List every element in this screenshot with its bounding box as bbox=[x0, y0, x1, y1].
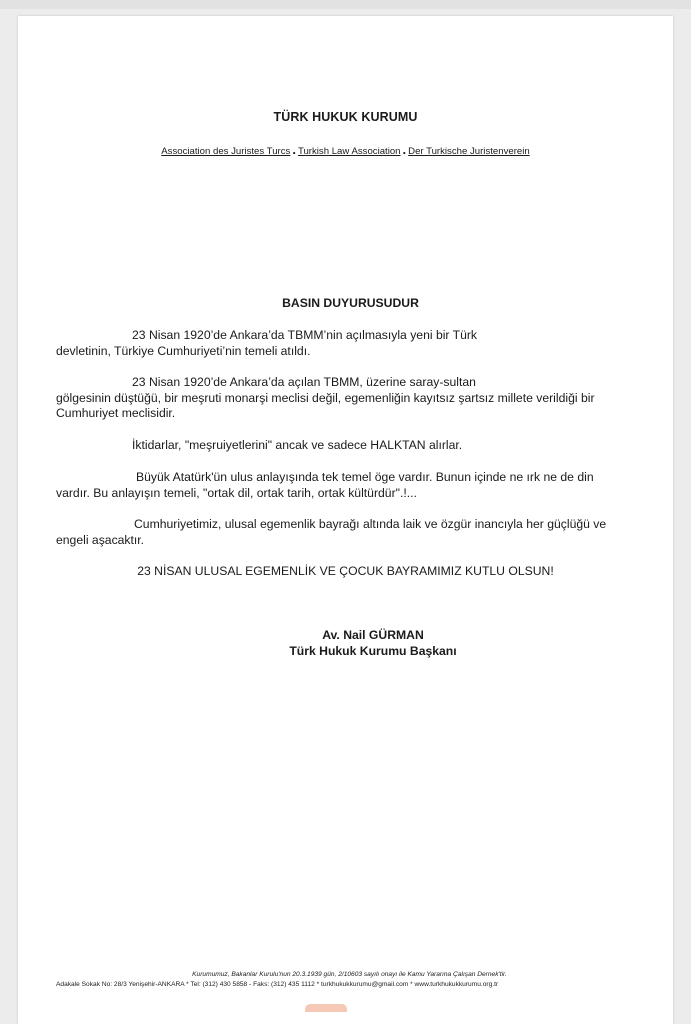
closing-celebration-line: 23 NİSAN ULUSAL EGEMENLİK VE ÇOCUK BAYRAMIMIZ KUTLU OLSUN! bbox=[137, 564, 554, 578]
paragraph-3: İktidarlar, "meşruiyetlerini" ancak ve sadece HALKTAN alırlar. bbox=[132, 438, 463, 452]
paragraph-5-line-2: engeli aşacaktır. bbox=[56, 532, 145, 547]
document-page bbox=[18, 16, 673, 1024]
paragraph-4-line-1: Büyük Atatürk'ün ulus anlayışında tek temel öge vardır. Bunun içinde ne ırk ne de din bbox=[136, 470, 594, 484]
paragraph-5-line-1: Cumhuriyetimiz, ulusal egemenlik bayrağı altında laik ve özgür inancıyla her güçlüğü ve bbox=[134, 517, 607, 531]
signature-name: Av. Nail GÜRMAN bbox=[322, 628, 424, 642]
signature-block bbox=[258, 627, 488, 659]
paragraph-4 bbox=[56, 470, 656, 501]
association-english: Turkish Law Association bbox=[297, 146, 401, 157]
footer-legal-note: Kurumumuz, Bakanlar Kurulu'nun 20.3.1939 gün, 2/10603 sayılı onayı ile Kamu Yararına Çalışan Dernek'tir. bbox=[192, 971, 507, 978]
paragraph-2 bbox=[56, 375, 656, 422]
association-names bbox=[18, 142, 673, 157]
separator-dot: . bbox=[402, 142, 407, 157]
paragraph-4-line-2: vardır. Bu anlayışın temeli, "ortak dil, ortak tarih, ortak kültürdür".!... bbox=[56, 485, 417, 500]
signature-role: Türk Hukuk Kurumu Başkanı bbox=[289, 644, 457, 658]
viewer-top-bar bbox=[0, 0, 691, 9]
document-title: TÜRK HUKUK KURUMU bbox=[273, 110, 418, 124]
paragraph-1-line-2: devletinin, Türkiye Cumhuriyeti’nin temeli atıldı. bbox=[56, 343, 311, 358]
association-german: Der Turkische Juristenverein bbox=[408, 146, 530, 157]
viewer-bottom-handle[interactable] bbox=[305, 1004, 347, 1012]
paragraph-2-rest: gölgesinin düştüğü, bir meşruti monarşi meclisi değil, egemenliğin kayıtsız şartsız millete verildiği bir Cumhuriyet meclisidir. bbox=[56, 390, 595, 420]
separator-dot: . bbox=[292, 142, 296, 157]
paragraph-5 bbox=[56, 517, 656, 548]
paragraph-2-line-1: 23 Nisan 1920’de Ankara’da açılan TBMM, üzerine saray-sultan bbox=[132, 375, 476, 389]
footer-contact: Adakale Sokak No: 28/3 Yenişehir-ANKARA * Tel: (312) 430 5858 - Faks: (312) 435 1112 * turkhukukkurumu@gmail.com * www.turkhukukkurumu.org.tr bbox=[56, 981, 499, 988]
press-release-heading: BASIN DUYURUSUDUR bbox=[282, 296, 419, 310]
paragraph-1-line-1: 23 Nisan 1920’de Ankara’da TBMM’nin açılmasıyla yeni bir Türk bbox=[132, 328, 478, 342]
paragraph-1 bbox=[56, 328, 656, 359]
association-french: Association des Juristes Turcs bbox=[161, 146, 291, 157]
